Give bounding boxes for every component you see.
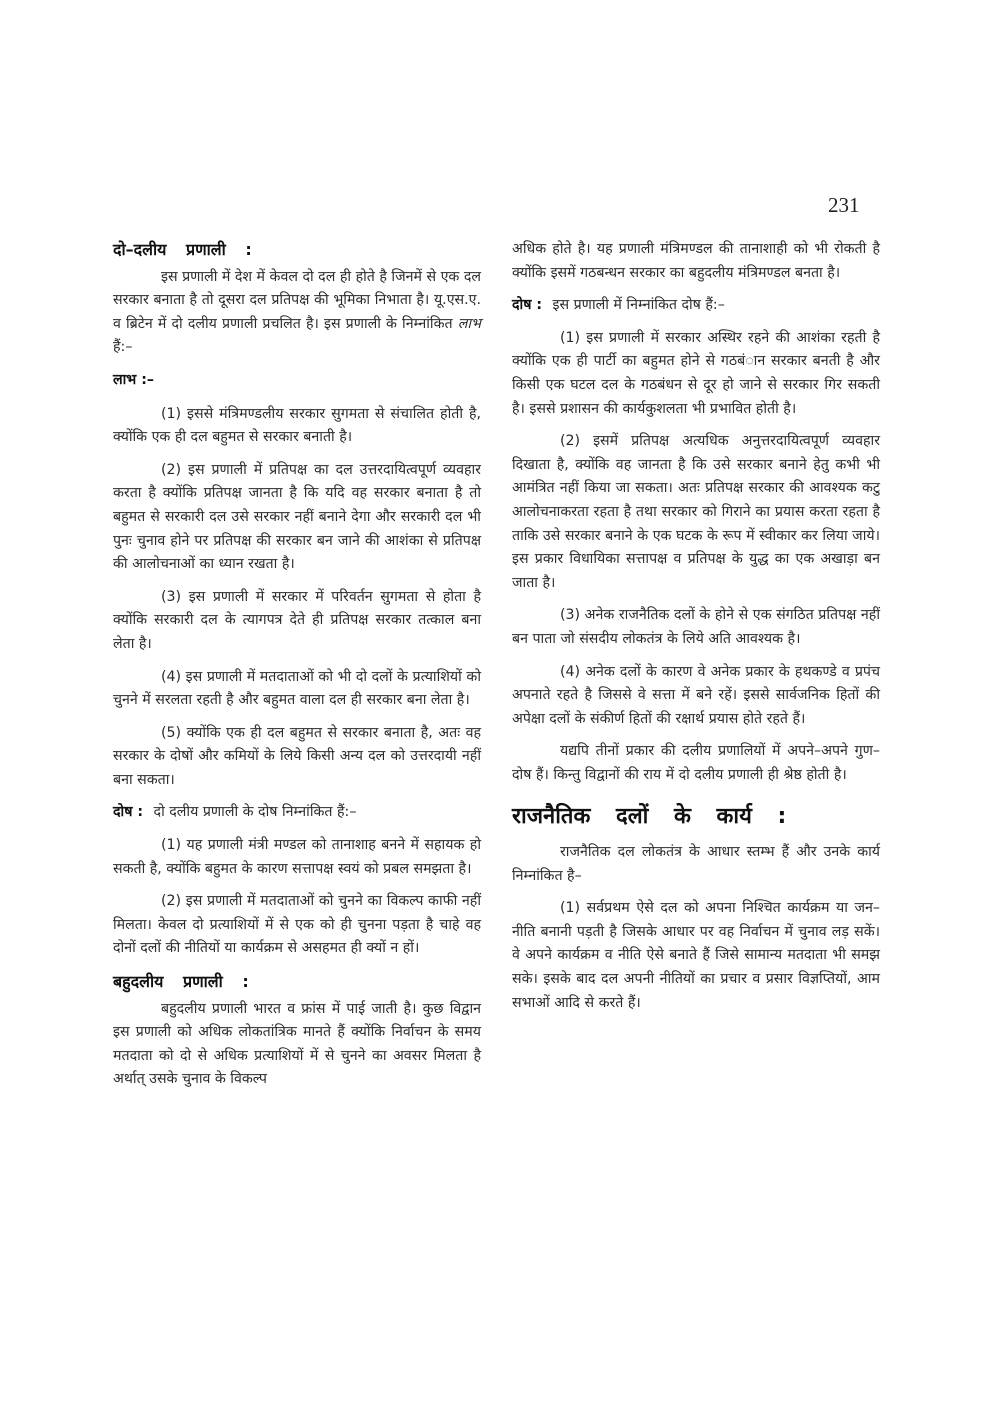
defects-intro-line [113,801,481,825]
page-number: 231 [828,193,860,217]
paragraph-conclusion: यद्यपि तीनों प्रकार की दलीय प्रणालियों में अपने–अपने गुण–दोष हैं। किन्तु विद्वानों की राय में दो दलीय प्रणाली ही श्रेष्ठ होती है। [512,743,880,783]
paragraph-continued: अधिक होते है। यह प्रणाली मंत्रिमण्डल की तानाशाही को भी रोकती है क्योंकि इसमें गठबन्धन सरकार का बहुदलीय मंत्रिमण्डल बनता है। [512,241,880,281]
benefit-item: (3) इस प्रणाली में सरकार में परिवर्तन सुगमता से होता है क्योंकि सरकारी दल के त्यागपत्र देते ही प्रतिपक्ष सरकार तत्काल बना लेता है। [113,588,481,652]
defect-item: (2) इसमें प्रतिपक्ष अत्यधिक अनुत्तरदायित्वपूर्ण व्यवहार दिखाता है, क्योंकि वह जानता है कि उसे सरकार बनाने हेतु कभी भी आमंत्रित नहीं किया जा सकता। अतः प्रतिपक्ष सरकार की आवश्यक कटु आलोचनाकरता रहता है तथा सरकार को गिराने का प्रयास करता रहता है ताकि उसे सरकार बनाने के एक घटक के रूप में स्वीकार कर लिया जाये। इस प्रकार विधायिका सत्तापक्ष व प्रतिपक्ष के युद्ध का एक अखाड़ा बन जाता है। [512,433,880,591]
paragraph-multi-party: बहुदलीय प्रणाली भारत व फ्रांस में पाई जाती है। कुछ विद्वान इस प्रणाली को अधिक लोकतांत्रिक मानते हैं क्योंकि निर्वाचन के समय मतदाता को दो से अधिक प्रत्याशियों में से चुनने का अवसर मिलता है अर्थात् उसके चुनाव के विकल्प [113,1000,481,1088]
benefit-item: (1) इससे मंत्रिमण्डलीय सरकार सुगमता से संचालित होती है, क्योंकि एक ही दल बहुमत से सरकार बनाती है। [113,405,481,446]
intro-end: हैं:– [113,339,133,356]
benefit-item: (4) इस प्रणाली में मतदाताओं को भी दो दलों के प्रत्याशियों को चुनने में सरलता रहती है और बहुमत वाला दल ही सरकार बना लेता है। [113,668,481,709]
left-column [113,238,481,1101]
defect-item: (1) यह प्रणाली मंत्री मण्डल को तानाशाह बनने में सहायक हो सकती है, क्योंकि बहुमत के कारण सत्तापक्ष स्वयं को प्रबल समझता है। [113,837,481,877]
defects-intro-text: इस प्रणाली में निम्नांकित दोष हैं:– [552,297,725,314]
benefit-item: (5) क्योंकि एक ही दल बहुमत से सरकार बनाता है, अतः वह सरकार के दोषों और कमियों के लिये किसी अन्य दल को उत्तरदायी नहीं बना सकता। [113,724,481,788]
defect-item: (1) इस प्रणाली में सरकार अस्थिर रहने की आशंका रहती है क्योंकि एक ही पार्टी का बहुमत होने से गठबंान सरकार बनती है और किसी एक घटल दल के गठबंधन से दूर हो जाने से सरकार गिर सकती है। इससे प्रशासन की कार्यकुशलता भी प्रभावित होती है। [512,329,880,417]
intro-text: इस प्रणाली में देश में केवल दो दल ही होते है जिनमें से एक दल सरकार बनाता है तो दूसरा दल प्रतिपक्ष की भूमिका निभाता है। यू.एस.ए. व ब्रिटेन में दो दलीय प्रणाली प्रचलित है। इस प्रणाली के निम्नांकित [113,268,481,332]
defect-item: (2) इस प्रणाली में मतदाताओं को चुनने का विकल्प काफी नहीं मिलता। केवल दो प्रत्याशियों में से एक को ही चुनना पड़ता है चाहे वह दोनों दलों की नीतियों या कार्यक्रम से असहमत ही क्यों न हों। [113,893,481,957]
benefit-item: (2) इस प्रणाली में प्रतिपक्ष का दल उत्तरदायित्वपूर्ण व्यवहार करता है क्योंकि प्रतिपक्ष जानता है कि यदि वह सरकार बनाता है तो बहुमत से सरकारी दल उसे सरकार नहीं बनाने देगा और सरकारी दल भी पुनः चुनाव होने पर प्रतिपक्ष की सरकार बन जाने की आशंका से प्रतिपक्ष की आलोचनाओं का ध्यान रखता है। [113,461,481,573]
paragraph-functions-intro: राजनैतिक दल लोकतंत्र के आधार स्तम्भ हैं और उनके कार्य निम्नांकित है– [512,844,880,884]
intro-italic-benefits: लाभ [457,315,481,332]
label-defects: दोष : [113,804,144,821]
label-defects: दोष : [512,297,543,314]
defect-item: (4) अनेक दलों के कारण वे अनेक प्रकार के हथकण्डे व प्रपंच अपनाते रहते है जिससे वे सत्ता में बने रहें। इससे सार्वजनिक हितों की अपेक्षा दलों के संकीर्ण हितों की रक्षार्थ प्रयास होते रहते हैं। [512,663,880,727]
function-item: (1) सर्वप्रथम ऐसे दल को अपना निश्चित कार्यक्रम या जन–नीति बनानी पड़ती है जिसके आधार पर वह निर्वाचन में चुनाव लड़ सकें। वे अपने कार्यक्रम व नीति ऐसे बनाते हैं जिसे सामान्य मतदाता भी समझ सके। इसके बाद दल अपनी नीतियों का प्रचार व प्रसार विज्ञप्तियों, आम सभाओं आदि से करते हैं। [512,900,880,1011]
defects-intro-line [512,294,880,318]
heading-multi-party-system: बहुदलीय प्रणाली : [113,972,249,992]
defects-intro-text: दो दलीय प्रणाली के दोष निम्नांकित हैं:– [153,804,357,821]
defect-item: (3) अनेक राजनैतिक दलों के होने से एक संगठित प्रतिपक्ष नहीं बन पाता जो संसदीय लोकतंत्र के लिये अति आवश्यक है। [512,607,880,647]
paragraph-two-party-intro [113,266,481,360]
label-benefits: लाभ :– [113,371,154,388]
heading-two-party-system: दो–दलीय प्रणाली : [113,240,252,259]
heading-party-functions: राजनैतिक दलों के कार्य : [512,804,787,830]
right-column [512,238,880,1024]
